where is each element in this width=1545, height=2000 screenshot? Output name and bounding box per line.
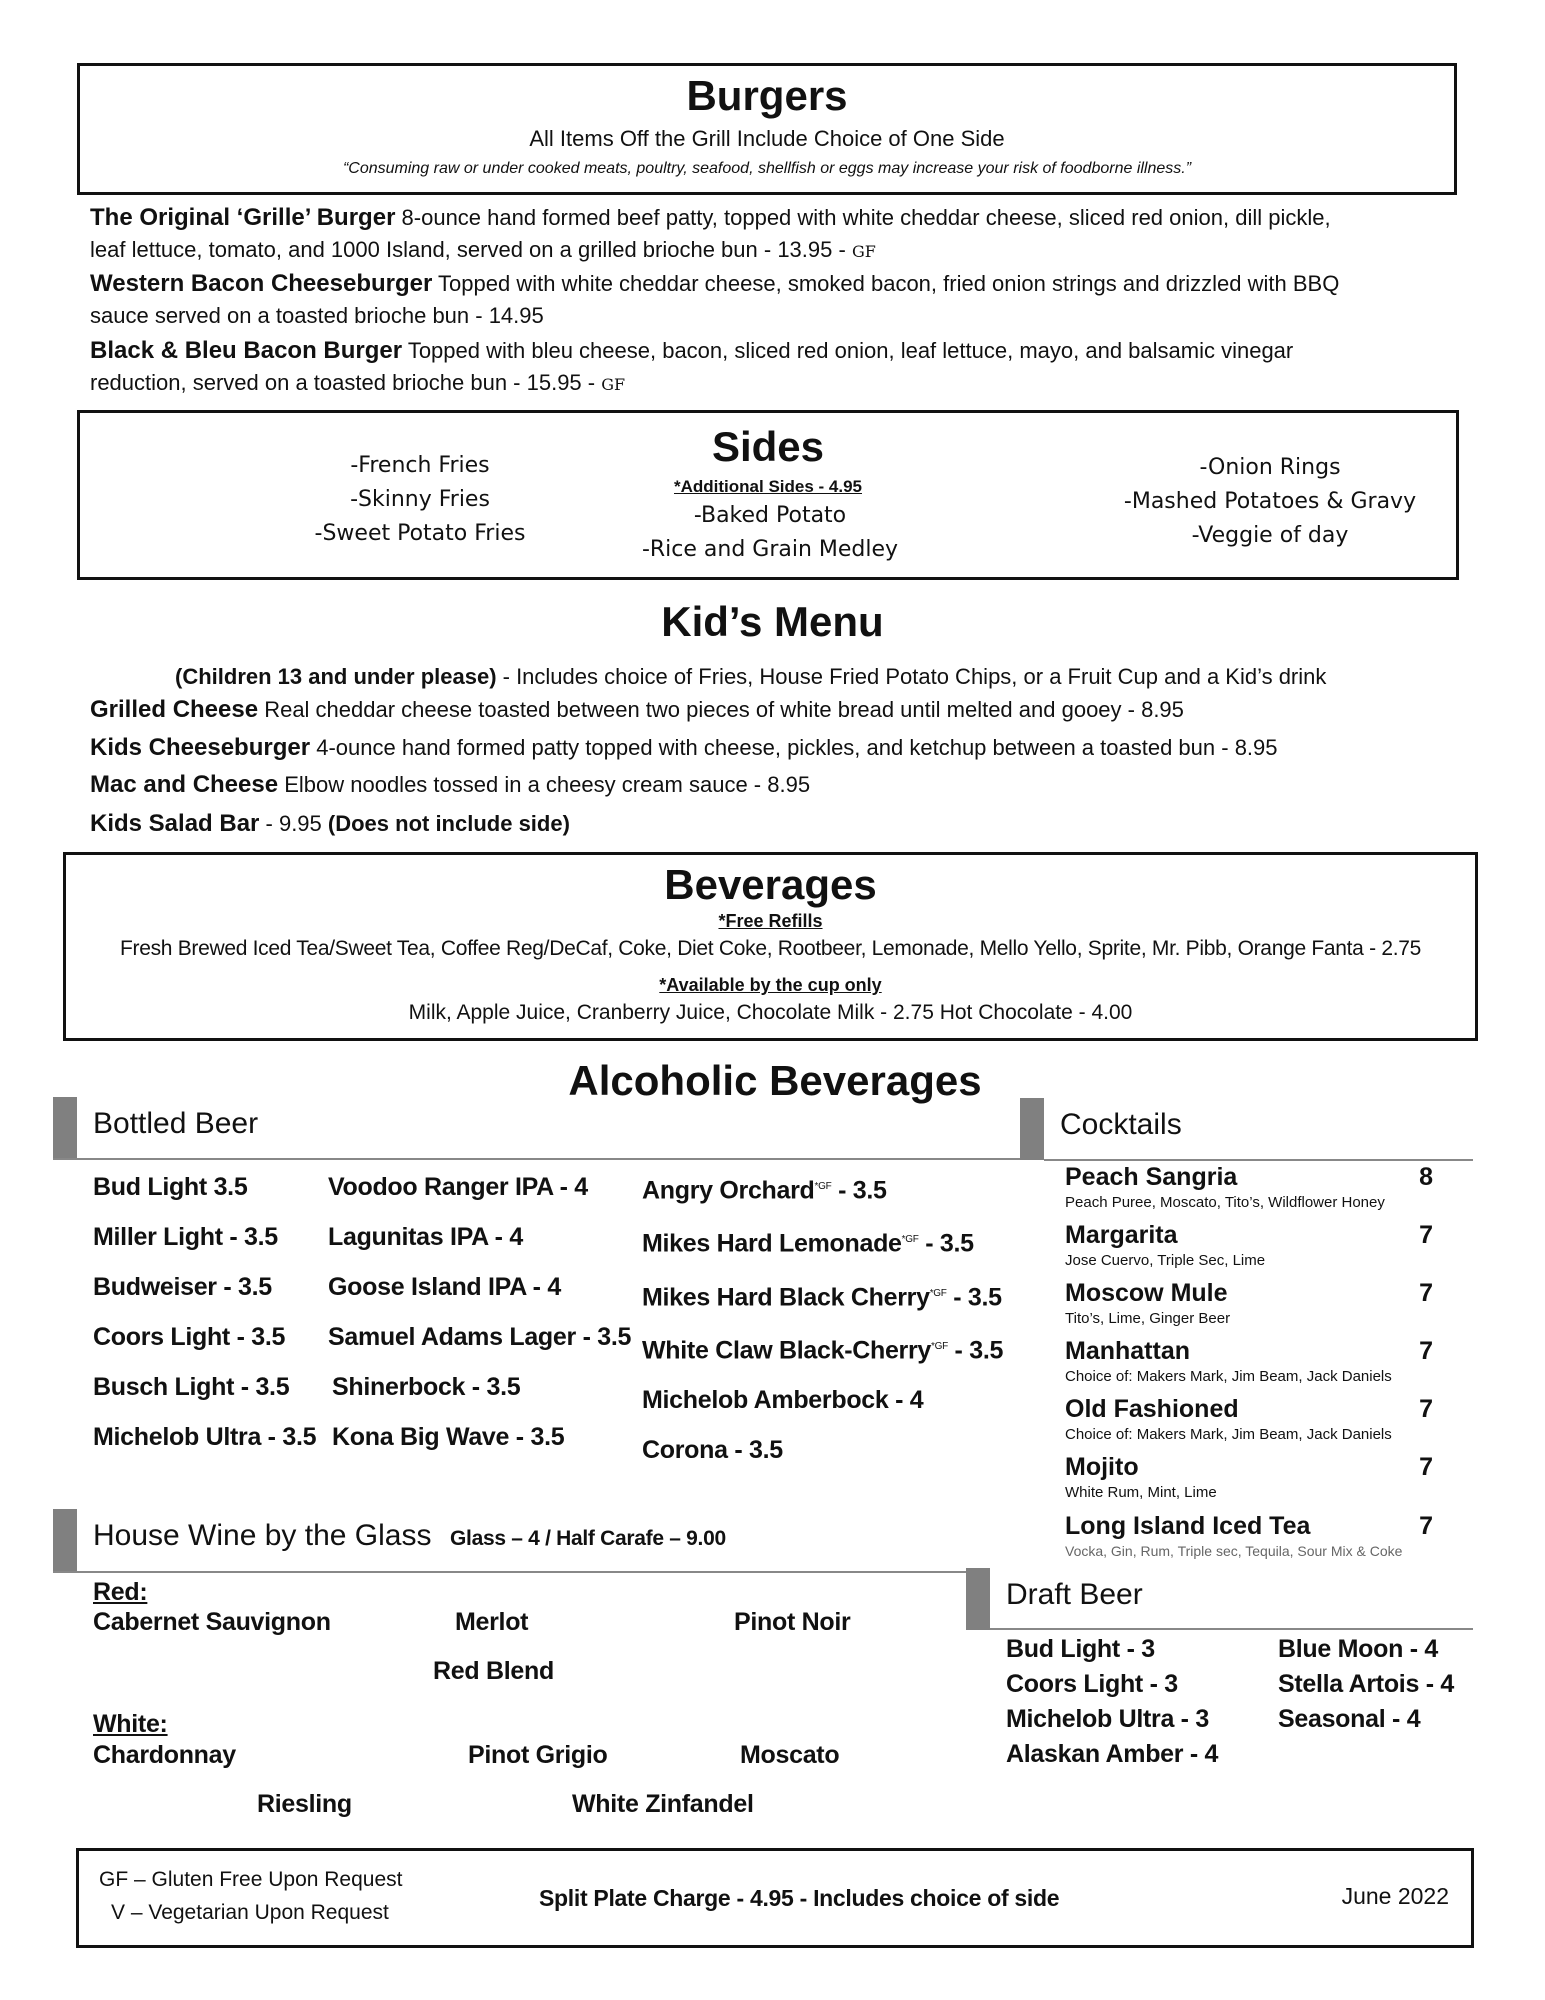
cocktail-item bbox=[1065, 1395, 1445, 1443]
beer-item: Bud Light - 3 bbox=[1006, 1635, 1155, 1663]
red-wine-label: Red: bbox=[93, 1578, 148, 1606]
beer-item bbox=[642, 1215, 1003, 1268]
kids-item-price: - 9.95 bbox=[259, 811, 328, 836]
beer-item: Shinerbock - 3.5 bbox=[332, 1373, 521, 1401]
wine-item: Pinot Noir bbox=[734, 1608, 851, 1636]
sides-center-column bbox=[550, 499, 990, 567]
cocktail-desc: Choice of: Makers Mark, Jim Beam, Jack Daniels bbox=[1065, 1426, 1392, 1443]
cocktail-name: Old Fashioned bbox=[1065, 1395, 1239, 1423]
cocktail-desc: Jose Cuervo, Triple Sec, Lime bbox=[1065, 1252, 1266, 1269]
refill-beverages-list: Fresh Brewed Iced Tea/Sweet Tea, Coffee Reg/DeCaf, Coke, Diet Coke, Rootbeer, Lemonade, Mello Yello, Sprite, Mr. Pibb, Orange Fanta - 2.75 bbox=[119, 937, 1421, 960]
cocktail-desc: Peach Puree, Moscato, Tito’s, Wildflower Honey bbox=[1065, 1194, 1385, 1211]
draft-beer-title: Draft Beer bbox=[1006, 1578, 1143, 1611]
vegetarian-legend: V – Vegetarian Upon Request bbox=[111, 1901, 389, 1924]
cocktail-price: 7 bbox=[1419, 1453, 1433, 1481]
section-bar bbox=[966, 1568, 990, 1630]
cup-only-note: *Available by the cup only bbox=[659, 975, 882, 995]
beer-item: Blue Moon - 4 bbox=[1278, 1635, 1438, 1663]
beer-item: Alaskan Amber - 4 bbox=[1006, 1740, 1219, 1768]
side-item: -Baked Potato bbox=[693, 503, 847, 528]
bottled-beer-col2 bbox=[328, 1162, 631, 1462]
split-plate-charge: Split Plate Charge - 4.95 - Includes choice of side bbox=[539, 1885, 1060, 1911]
gluten-free-legend: GF – Gluten Free Upon Request bbox=[99, 1868, 403, 1891]
section-bar bbox=[53, 1097, 77, 1159]
burger-desc: Topped with white cheddar cheese, smoked bacon, fried onion strings and drizzled with BBQ bbox=[438, 271, 1340, 296]
beer-item bbox=[642, 1162, 1003, 1215]
cocktail-item bbox=[1065, 1512, 1445, 1559]
beer-item bbox=[642, 1425, 1003, 1475]
gluten-free-tag: GF bbox=[601, 375, 626, 394]
cocktail-price: 7 bbox=[1419, 1395, 1433, 1423]
beer-name: Corona - 3.5 bbox=[642, 1436, 783, 1465]
side-item: -French Fries bbox=[350, 453, 490, 478]
kids-item-desc: Elbow noodles tossed in a cheesy cream sauce - 8.95 bbox=[284, 772, 811, 797]
beverages-title: Beverages bbox=[664, 861, 877, 908]
footer-legend bbox=[99, 1863, 403, 1929]
beer-item: Michelob Ultra - 3 bbox=[1006, 1705, 1209, 1733]
kids-item bbox=[90, 769, 1450, 801]
cocktail-name: Peach Sangria bbox=[1065, 1163, 1238, 1191]
burger-desc: sauce served on a toasted brioche bun - 14.95 bbox=[90, 303, 544, 328]
draft-beer-col2 bbox=[1278, 1632, 1454, 1737]
beer-item bbox=[642, 1269, 1003, 1322]
beer-item: Coors Light - 3.5 bbox=[93, 1323, 286, 1351]
draft-beer-col1 bbox=[1006, 1632, 1218, 1772]
cocktail-price: 7 bbox=[1419, 1279, 1433, 1307]
cup-beverages-list: Milk, Apple Juice, Cranberry Juice, Chocolate Milk - 2.75 Hot Chocolate - 4.00 bbox=[408, 1001, 1133, 1024]
beer-item: Budweiser - 3.5 bbox=[93, 1273, 272, 1301]
burger-name: Black & Bleu Bacon Burger bbox=[90, 337, 403, 364]
side-item: -Mashed Potatoes & Gravy bbox=[1123, 489, 1417, 514]
menu-date: June 2022 bbox=[1341, 1883, 1449, 1909]
sides-right-column bbox=[1050, 451, 1490, 553]
wine-item: Chardonnay bbox=[93, 1741, 236, 1769]
kids-age-note: (Children 13 and under please) bbox=[175, 664, 497, 689]
cocktail-name: Margarita bbox=[1065, 1221, 1178, 1249]
beer-item bbox=[642, 1322, 1003, 1375]
beer-item: Miller Light - 3.5 bbox=[93, 1223, 278, 1251]
cocktail-item bbox=[1065, 1279, 1445, 1327]
kids-item-name: Grilled Cheese bbox=[90, 696, 259, 723]
wine-item: Red Blend bbox=[433, 1657, 554, 1685]
cocktail-desc: White Rum, Mint, Lime bbox=[1065, 1484, 1217, 1501]
wine-item: Moscato bbox=[740, 1741, 840, 1769]
burger-desc: reduction, served on a toasted brioche bun - 15.95 - bbox=[90, 370, 596, 395]
cocktails-header bbox=[1020, 1098, 1470, 1160]
sides-title: Sides bbox=[711, 423, 825, 470]
cocktails-title: Cocktails bbox=[1060, 1108, 1182, 1141]
beer-item: Coors Light - 3 bbox=[1006, 1670, 1178, 1698]
side-item: -Sweet Potato Fries bbox=[314, 521, 526, 546]
beer-item: Kona Big Wave - 3.5 bbox=[332, 1423, 565, 1451]
cocktail-item bbox=[1065, 1453, 1445, 1501]
burger-desc: Topped with bleu cheese, bacon, sliced red onion, leaf lettuce, mayo, and balsamic vinegar bbox=[407, 338, 1294, 363]
beer-item: Goose Island IPA - 4 bbox=[328, 1273, 561, 1301]
burger-desc: 8-ounce hand formed beef patty, topped with white cheddar cheese, sliced red onion, dill pickle, bbox=[401, 205, 1331, 230]
kids-item-name: Mac and Cheese bbox=[90, 771, 279, 798]
cocktail-item bbox=[1065, 1221, 1445, 1269]
free-refills-note: *Free Refills bbox=[718, 911, 823, 931]
beer-name: Michelob Amberbock - 4 bbox=[642, 1386, 924, 1415]
beer-price: - 3.5 bbox=[947, 1336, 1004, 1365]
side-item: -Onion Rings bbox=[1199, 455, 1341, 480]
gluten-free-tag: *GF bbox=[931, 1340, 948, 1352]
beer-item: Lagunitas IPA - 4 bbox=[328, 1223, 523, 1251]
cocktail-price: 7 bbox=[1419, 1337, 1433, 1365]
cocktail-name: Moscow Mule bbox=[1065, 1279, 1228, 1307]
wine-item: Riesling bbox=[257, 1790, 352, 1818]
kids-item-desc: Real cheddar cheese toasted between two pieces of white bread until melted and gooey - 8.95 bbox=[264, 697, 1184, 722]
cocktails-rule bbox=[1044, 1159, 1473, 1161]
cocktail-desc: Vocka, Gin, Rum, Triple sec, Tequila, Sour Mix & Coke bbox=[1065, 1543, 1403, 1559]
burger-name: Western Bacon Cheeseburger bbox=[90, 270, 433, 297]
beer-price: - 3.5 bbox=[946, 1282, 1002, 1311]
burger-item bbox=[90, 335, 1450, 401]
beverages-box bbox=[63, 852, 1478, 1041]
wine-item: Pinot Grigio bbox=[468, 1741, 608, 1769]
beer-item: Busch Light - 3.5 bbox=[93, 1373, 290, 1401]
beer-name: White Claw Black-Cherry bbox=[642, 1336, 932, 1365]
draft-beer-rule bbox=[990, 1628, 1473, 1630]
food-safety-warning: “Consuming raw or under cooked meats, poultry, seafood, shellfish or eggs may increase your risk of foodborne illness.” bbox=[342, 160, 1192, 177]
bottled-beer-title: Bottled Beer bbox=[93, 1107, 259, 1140]
gluten-free-tag: *GF bbox=[901, 1234, 919, 1246]
kids-item-desc: 4-ounce hand formed patty topped with cheese, pickles, and ketchup between a toasted bun - 8.95 bbox=[316, 735, 1278, 760]
cocktail-name: Manhattan bbox=[1065, 1337, 1190, 1365]
footer-box bbox=[76, 1848, 1474, 1948]
burger-name: The Original ‘Grille’ Burger bbox=[90, 204, 396, 231]
beer-item: Bud Light 3.5 bbox=[93, 1173, 248, 1201]
additional-sides-note: *Additional Sides - 4.95 bbox=[674, 477, 862, 496]
gluten-free-tag: GF bbox=[851, 242, 876, 261]
bottled-beer-col3 bbox=[642, 1162, 1003, 1475]
beer-name: Mikes Hard Black Cherry bbox=[642, 1282, 930, 1311]
wine-item: Cabernet Sauvignon bbox=[93, 1608, 331, 1636]
gluten-free-tag: *GF bbox=[814, 1181, 832, 1192]
burger-desc: leaf lettuce, tomato, and 1000 Island, served on a grilled brioche bun - 13.95 - bbox=[90, 237, 846, 262]
beer-price: - 3.5 bbox=[918, 1229, 974, 1258]
beer-name: Mikes Hard Lemonade bbox=[642, 1229, 902, 1258]
burger-item bbox=[90, 268, 1450, 332]
cocktail-item bbox=[1065, 1337, 1445, 1385]
white-wine-label: White: bbox=[93, 1710, 168, 1738]
burgers-subtitle: All Items Off the Grill Include Choice of One Side bbox=[529, 126, 1005, 151]
beer-price: - 3.5 bbox=[831, 1176, 887, 1205]
kids-item bbox=[90, 808, 1450, 840]
side-item: -Veggie of day bbox=[1191, 523, 1349, 548]
burgers-header-box bbox=[77, 63, 1457, 195]
side-item: -Skinny Fries bbox=[350, 487, 490, 512]
house-wine-price: Glass – 4 / Half Carafe – 9.00 bbox=[450, 1527, 726, 1550]
cocktail-price: 7 bbox=[1419, 1221, 1433, 1249]
cocktail-price: 8 bbox=[1419, 1163, 1433, 1191]
side-item: -Rice and Grain Medley bbox=[641, 537, 899, 562]
section-bar bbox=[1020, 1098, 1044, 1160]
cocktail-desc: Tito’s, Lime, Ginger Beer bbox=[1065, 1310, 1231, 1327]
gluten-free-tag: *GF bbox=[929, 1287, 947, 1299]
beer-item: Seasonal - 4 bbox=[1278, 1705, 1421, 1733]
house-wine-title: House Wine by the Glass bbox=[93, 1519, 432, 1552]
kids-intro bbox=[175, 664, 1326, 690]
section-bar bbox=[53, 1509, 77, 1571]
beer-item: Samuel Adams Lager - 3.5 bbox=[328, 1323, 632, 1351]
cocktail-item bbox=[1065, 1163, 1445, 1211]
kids-item bbox=[90, 694, 1450, 726]
beer-item: Voodoo Ranger IPA - 4 bbox=[328, 1173, 588, 1201]
kids-intro-text: - Includes choice of Fries, House Fried Potato Chips, or a Fruit Cup and a Kid’s drink bbox=[496, 664, 1327, 689]
bottled-beer-col1 bbox=[93, 1162, 316, 1462]
house-wine-header bbox=[53, 1509, 973, 1571]
beer-name: Angry Orchard bbox=[642, 1176, 815, 1205]
wine-item: White Zinfandel bbox=[572, 1790, 754, 1818]
kids-title: Kid’s Menu bbox=[661, 598, 884, 645]
bottled-beer-header bbox=[53, 1097, 1033, 1159]
bottled-beer-rule bbox=[53, 1158, 1028, 1160]
beer-item: Stella Artois - 4 bbox=[1278, 1670, 1454, 1698]
kids-item-name: Kids Cheeseburger bbox=[90, 734, 311, 761]
beer-item: Michelob Ultra - 3.5 bbox=[93, 1423, 317, 1451]
sides-box bbox=[77, 410, 1459, 580]
kids-item-name: Kids Salad Bar bbox=[90, 810, 260, 837]
burgers-title: Burgers bbox=[686, 72, 848, 119]
cocktail-name: Long Island Iced Tea bbox=[1065, 1512, 1311, 1540]
beer-item bbox=[642, 1375, 1003, 1425]
wine-item: Merlot bbox=[455, 1608, 529, 1636]
burger-item bbox=[90, 202, 1450, 268]
kids-item-note: (Does not include side) bbox=[327, 811, 570, 836]
cocktail-desc: Choice of: Makers Mark, Jim Beam, Jack Daniels bbox=[1065, 1368, 1392, 1385]
cocktail-name: Mojito bbox=[1065, 1453, 1139, 1481]
alcohol-title: Alcoholic Beverages bbox=[568, 1057, 982, 1104]
cocktail-price: 7 bbox=[1419, 1512, 1433, 1540]
house-wine-rule bbox=[53, 1571, 973, 1573]
draft-beer-header bbox=[966, 1568, 1471, 1630]
kids-item bbox=[90, 732, 1450, 764]
